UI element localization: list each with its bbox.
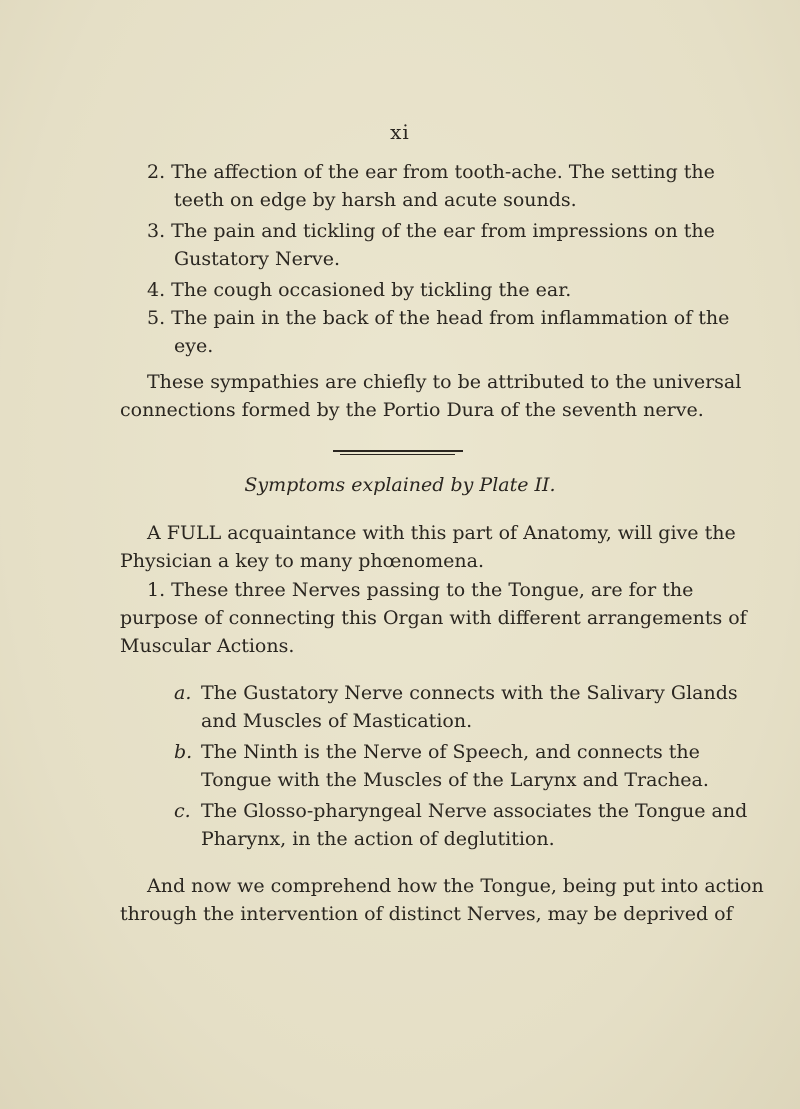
list-item-3-line-1: 3. The pain and tickling of the ear from impressions on the [147, 220, 715, 242]
subitem-a-line-2: and Muscles of Mastication. [201, 710, 473, 732]
subitem-a-line-1: The Gustatory Nerve connects with the Salivary Glands [201, 682, 738, 704]
page-number: xi [390, 120, 410, 144]
list-item-3-line-2: Gustatory Nerve. [174, 248, 341, 270]
subitem-b-letter: b. [174, 741, 193, 763]
list-item-2-line-1: 2. The affection of the ear from tooth-ache. The setting the [147, 161, 715, 183]
subitem-c-letter: c. [174, 800, 191, 822]
point-1-line-2: purpose of connecting this Organ with different arrangements of [120, 607, 747, 629]
list-item-5-line-1: 5. The pain in the back of the head from inflammation of the [147, 307, 730, 329]
closing-line-1: And now we comprehend how the Tongue, being put into action [147, 875, 764, 897]
closing-line-2: through the intervention of distinct Nerves, may be deprived of [120, 903, 733, 925]
subitem-b-line-1: The Ninth is the Nerve of Speech, and connects the [201, 741, 700, 763]
list-item-4: 4. The cough occasioned by tickling the ear. [147, 279, 572, 301]
point-1-line-1: 1. These three Nerves passing to the Tongue, are for the [147, 579, 694, 601]
subitem-c-line-1: The Glosso-pharyngeal Nerve associates the Tongue and [201, 800, 748, 822]
subitem-a-letter: a. [174, 682, 192, 704]
point-1-line-3: Muscular Actions. [120, 635, 295, 657]
section-divider-thin [340, 454, 455, 455]
intro-line-2: Physician a key to many phœnomena. [120, 550, 484, 572]
section-heading: Symptoms explained by Plate II. [244, 474, 556, 496]
section-divider [333, 450, 463, 452]
sympathies-line-1: These sympathies are chiefly to be attributed to the universal [147, 371, 742, 393]
sympathies-line-2: connections formed by the Portio Dura of the seventh nerve. [120, 399, 704, 421]
subitem-b-line-2: Tongue with the Muscles of the Larynx and Trachea. [201, 769, 709, 791]
list-item-5-line-2: eye. [174, 335, 214, 357]
subitem-c-line-2: Pharynx, in the action of deglutition. [201, 828, 555, 850]
list-item-2-line-2: teeth on edge by harsh and acute sounds. [174, 189, 577, 211]
intro-line-1: A FULL acquaintance with this part of Anatomy, will give the [147, 522, 736, 544]
